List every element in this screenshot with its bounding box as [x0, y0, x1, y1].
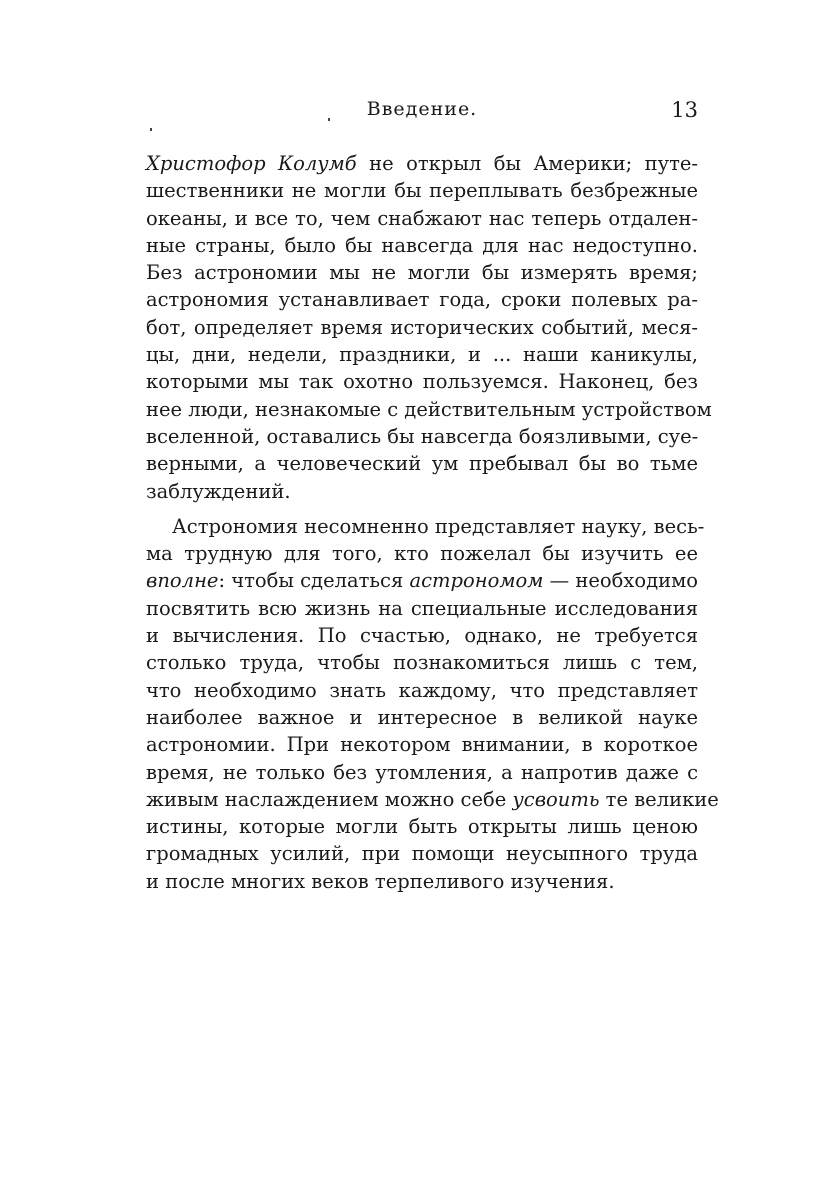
- text-line: посвятить всю жизнь на специальные исследования: [146, 596, 698, 620]
- text-line: время, не только без утомления, а напротив даже с: [146, 760, 698, 784]
- text-line: и вычисления. По счастью, однако, не требуется: [146, 624, 698, 648]
- text-line: бот, определяет время исторических событий, меся-: [146, 315, 698, 339]
- body-text: [146, 150, 719, 895]
- text-line: вселенной, оставались бы навсегда боязливыми, суе-: [146, 424, 699, 448]
- text-line: что необходимо знать каждому, что представляет: [146, 678, 698, 702]
- text-line: шественники не могли бы переплывать безбрежные: [146, 179, 698, 203]
- text-line: нее люди, незнакомые с действительным устройством: [146, 397, 712, 421]
- paragraph-gap: [146, 505, 698, 513]
- text-line: наиболее важное и интересное в великой науке: [146, 705, 698, 729]
- page-number: 13: [671, 98, 698, 122]
- text-line: заблуждений.: [146, 479, 291, 503]
- running-title: Введение.: [366, 98, 478, 120]
- text-line: которыми мы так охотно пользуемся. Наконец, без: [146, 370, 698, 394]
- text-line: ма трудную для того, кто пожелал бы изучить ее: [146, 542, 698, 566]
- text-line: ные страны, было бы навсегда для нас недоступно.: [146, 233, 698, 257]
- text-line: истины, которые могли быть открыты лишь ценою: [146, 815, 698, 839]
- text-line: живым наслаждением можно себе усвоить те великие: [146, 787, 719, 811]
- text-line: верными, а человеческий ум пребывал бы во тьме: [146, 452, 698, 476]
- text-line: и после многих веков терпеливого изучения.: [146, 869, 615, 893]
- text-line: Без астрономии мы не могли бы измерять время;: [146, 261, 698, 285]
- paragraph-2: [146, 513, 719, 895]
- page-header: [146, 98, 698, 126]
- paragraph-1: [146, 150, 712, 505]
- emphasis-word: усвоить: [512, 787, 600, 811]
- text-line: Христофор Колумб не открыл бы Америки; путе-: [146, 152, 699, 175]
- emphasis-name: Христофор Колумб: [146, 152, 357, 175]
- text-line: астрономия устанавливает года, сроки полевых ра-: [146, 288, 698, 312]
- emphasis-word: астрономом: [409, 569, 544, 593]
- text-line: цы, дни, недели, праздники, и ... наши каникулы,: [146, 343, 698, 367]
- emphasis-word: вполне: [146, 569, 219, 593]
- print-speck: [328, 118, 330, 121]
- text-line: громадных усилий, при помощи неусыпного труда: [146, 842, 698, 866]
- text-line: океаны, и все то, чем снабжают нас теперь отдален-: [146, 206, 698, 230]
- print-speck: [150, 128, 152, 131]
- text-line: Астрономия несомненно представляет науку, весь-: [172, 514, 705, 538]
- text-line: столько труда, чтобы познакомиться лишь с тем,: [146, 651, 698, 675]
- text-line: вполне: чтобы сделаться астрономом — необходимо: [146, 569, 698, 593]
- text-line: астрономии. При некотором внимании, в короткое: [146, 733, 698, 757]
